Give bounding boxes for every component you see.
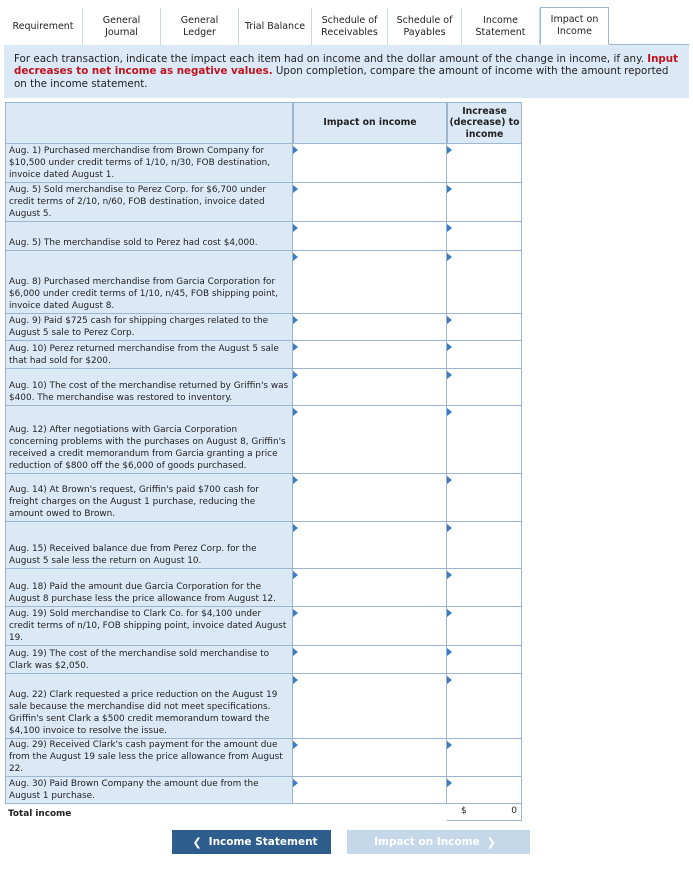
- cell-marker-icon: [447, 648, 452, 656]
- amount-input[interactable]: [447, 607, 522, 646]
- transaction-text: Aug. 19) The cost of the merchandise sold merchandise to Clark was $2,050.: [9, 649, 270, 671]
- cell-marker-icon: [447, 371, 452, 379]
- table-row: [5, 406, 522, 474]
- cell-marker-icon: [293, 316, 298, 324]
- impact-dropdown[interactable]: [293, 646, 447, 674]
- transaction-text: Aug. 30) Paid Brown Company the amount due from the August 1 purchase.: [9, 779, 259, 801]
- tab-bar: [4, 8, 689, 45]
- amount-input[interactable]: [447, 183, 522, 222]
- amount-input[interactable]: [447, 474, 522, 522]
- transaction-text: Aug. 15) Received balance due from Perez Corp. for the August 5 sale less the return on August 10.: [9, 544, 257, 566]
- transaction-text: Aug. 8) Purchased merchandise from Garcia Corporation for $6,000 under credit terms of 1/10, n/45, FOB shipping point, invoice dated August 8.: [9, 277, 278, 311]
- cell-marker-icon: [293, 224, 298, 232]
- tab-general-ledger[interactable]: General Ledger: [161, 8, 239, 45]
- cell-marker-icon: [447, 343, 452, 351]
- tab-impact-on-income[interactable]: Impact on Income: [540, 7, 609, 45]
- total-income-field: [447, 804, 522, 821]
- amount-input[interactable]: [447, 251, 522, 314]
- table-row: [5, 777, 522, 804]
- chevron-right-icon: ❯: [486, 835, 496, 849]
- total-income-value: 0: [511, 806, 517, 816]
- transaction-text: Aug. 29) Received Clark's cash payment for the amount due from the August 19 sale less the price allowance from August 22.: [9, 740, 283, 774]
- total-row: [5, 804, 522, 821]
- table-row: [5, 144, 522, 183]
- impact-dropdown[interactable]: [293, 522, 447, 569]
- tab-schedule-of-payables[interactable]: Schedule of Payables: [388, 8, 462, 45]
- impact-dropdown[interactable]: [293, 314, 447, 341]
- amount-input[interactable]: [447, 314, 522, 341]
- transaction-text: Aug. 5) Sold merchandise to Perez Corp. for $6,700 under credit terms of 2/10, n/60, FOB destination, invoice dated August 5.: [9, 185, 267, 219]
- cell-marker-icon: [293, 185, 298, 193]
- cell-marker-icon: [293, 524, 298, 532]
- next-tab-button[interactable]: [347, 830, 530, 854]
- cell-marker-icon: [293, 408, 298, 416]
- cell-marker-icon: [293, 371, 298, 379]
- cell-marker-icon: [447, 779, 452, 787]
- transaction-description: [5, 569, 293, 607]
- tab-schedule-of-receivables[interactable]: Schedule of Receivables: [312, 8, 388, 45]
- cell-marker-icon: [293, 609, 298, 617]
- next-tab-label: Impact on Income: [374, 836, 480, 848]
- amount-input[interactable]: [447, 406, 522, 474]
- table-row: [5, 369, 522, 406]
- impact-dropdown[interactable]: [293, 674, 447, 739]
- chevron-left-icon: ❮: [192, 835, 202, 849]
- tab-trial-balance[interactable]: Trial Balance: [239, 8, 312, 45]
- cell-marker-icon: [447, 224, 452, 232]
- total-label-cell: [5, 804, 293, 821]
- impact-dropdown[interactable]: [293, 474, 447, 522]
- impact-dropdown[interactable]: [293, 777, 447, 804]
- table-row: [5, 314, 522, 341]
- instructions-text-end: Upon completion, compare the amount of income with the amount reported on the income statement.: [14, 65, 669, 90]
- amount-input[interactable]: [447, 674, 522, 739]
- cell-marker-icon: [447, 146, 452, 154]
- transaction-description: [5, 674, 293, 739]
- amount-input[interactable]: [447, 569, 522, 607]
- transaction-description: [5, 646, 293, 674]
- transaction-description: [5, 222, 293, 251]
- instructions-highlight: Input decreases to net income as negative values.: [14, 53, 679, 78]
- impact-dropdown[interactable]: [293, 406, 447, 474]
- cell-marker-icon: [447, 676, 452, 684]
- transaction-description: [5, 474, 293, 522]
- amount-input[interactable]: [447, 222, 522, 251]
- transaction-description: [5, 522, 293, 569]
- transaction-description: [5, 739, 293, 777]
- cell-marker-icon: [447, 185, 452, 193]
- transaction-description: [5, 607, 293, 646]
- transaction-text: Aug. 1) Purchased merchandise from Brown Company for $10,500 under credit terms of 1/10, n/30, FOB destination, invoice dated August 1.: [9, 146, 271, 180]
- cell-marker-icon: [447, 476, 452, 484]
- amount-input[interactable]: [447, 144, 522, 183]
- table-row: [5, 251, 522, 314]
- table-row: [5, 341, 522, 369]
- tab-requirement[interactable]: Requirement: [4, 8, 83, 45]
- table-row: [5, 522, 522, 569]
- amount-input[interactable]: [447, 777, 522, 804]
- table-row: [5, 674, 522, 739]
- amount-input[interactable]: [447, 739, 522, 777]
- currency-symbol: $: [461, 806, 467, 816]
- transaction-description: [5, 341, 293, 369]
- amount-input[interactable]: [447, 522, 522, 569]
- transaction-description: [5, 144, 293, 183]
- transaction-description: [5, 406, 293, 474]
- impact-dropdown[interactable]: [293, 251, 447, 314]
- amount-input[interactable]: [447, 646, 522, 674]
- table-row: [5, 739, 522, 777]
- transaction-text: Aug. 14) At Brown's request, Griffin's paid $700 cash for freight charges on the August 1 purchase, reducing the amount owed to Brown.: [9, 485, 259, 519]
- transaction-description: [5, 251, 293, 314]
- table-row: [5, 183, 522, 222]
- cell-marker-icon: [293, 253, 298, 261]
- impact-dropdown[interactable]: [293, 222, 447, 251]
- table-row: [5, 607, 522, 646]
- transaction-text: Aug. 9) Paid $725 cash for shipping charges related to the August 5 sale to Perez Corp.: [9, 316, 269, 338]
- table-row: [5, 222, 522, 251]
- impact-dropdown[interactable]: [293, 569, 447, 607]
- cell-marker-icon: [293, 741, 298, 749]
- table-row: [5, 569, 522, 607]
- header-increase-decrease: Increase (decrease) to income: [447, 102, 522, 144]
- transaction-text: Aug. 22) Clark requested a price reduction on the August 19 sale because the merchandise did not meet specifications. Griffin's sent Clark a $500 credit memorandum toward the $4,100 invoice to resolve the issue.: [9, 690, 278, 736]
- cell-marker-icon: [447, 524, 452, 532]
- transaction-description: [5, 183, 293, 222]
- amount-input[interactable]: [447, 369, 522, 406]
- transaction-description: [5, 777, 293, 804]
- header-impact-on-income: Impact on income: [293, 102, 447, 144]
- cell-marker-icon: [447, 253, 452, 261]
- transaction-text: Aug. 12) After negotiations with Garcia Corporation concerning problems with the purchases on August 8, Griffin's received a credit memorandum from Garcia granting a price reduction of $800 off the $6,000 of goods purchased.: [9, 425, 286, 471]
- transaction-text: Aug. 5) The merchandise sold to Perez had cost $4,000.: [9, 238, 258, 248]
- total-spacer: [293, 804, 447, 821]
- tab-income-statement[interactable]: Income Statement: [462, 8, 540, 45]
- transaction-text: Aug. 10) Perez returned merchandise from the August 5 sale that had sold for $200.: [9, 344, 279, 366]
- transaction-description: [5, 314, 293, 341]
- cell-marker-icon: [293, 779, 298, 787]
- cell-marker-icon: [293, 476, 298, 484]
- impact-dropdown[interactable]: [293, 144, 447, 183]
- table-row: [5, 474, 522, 522]
- impact-dropdown[interactable]: [293, 341, 447, 369]
- impact-dropdown[interactable]: [293, 607, 447, 646]
- cell-marker-icon: [447, 571, 452, 579]
- tab-general-journal[interactable]: General Journal: [83, 8, 161, 45]
- impact-dropdown[interactable]: [293, 739, 447, 777]
- cell-marker-icon: [293, 146, 298, 154]
- cell-marker-icon: [447, 316, 452, 324]
- table-row: [5, 646, 522, 674]
- transaction-text: Aug. 18) Paid the amount due Garcia Corporation for the August 8 purchase less the price allowance from August 12.: [9, 582, 276, 604]
- cell-marker-icon: [293, 676, 298, 684]
- transaction-description: [5, 369, 293, 406]
- cell-marker-icon: [447, 408, 452, 416]
- total-label: Total income: [8, 809, 72, 819]
- transaction-text: Aug. 19) Sold merchandise to Clark Co. for $4,100 under credit terms of n/10, FOB shipping point, invoice dated August 19.: [9, 609, 287, 643]
- cell-marker-icon: [293, 648, 298, 656]
- impact-dropdown[interactable]: [293, 369, 447, 406]
- cell-marker-icon: [293, 343, 298, 351]
- cell-marker-icon: [447, 609, 452, 617]
- header-blank: [5, 102, 293, 144]
- instructions-panel: [4, 45, 689, 98]
- cell-marker-icon: [447, 741, 452, 749]
- transaction-text: Aug. 10) The cost of the merchandise returned by Griffin's was $400. The merchandise was restored to inventory.: [9, 381, 289, 403]
- amount-input[interactable]: [447, 341, 522, 369]
- instructions-text-start: For each transaction, indicate the impact each item had on income and the dollar amount of the change in income, if any.: [14, 53, 648, 65]
- prev-tab-button[interactable]: [172, 830, 331, 854]
- prev-tab-label: Income Statement: [208, 836, 318, 848]
- impact-dropdown[interactable]: [293, 183, 447, 222]
- cell-marker-icon: [293, 571, 298, 579]
